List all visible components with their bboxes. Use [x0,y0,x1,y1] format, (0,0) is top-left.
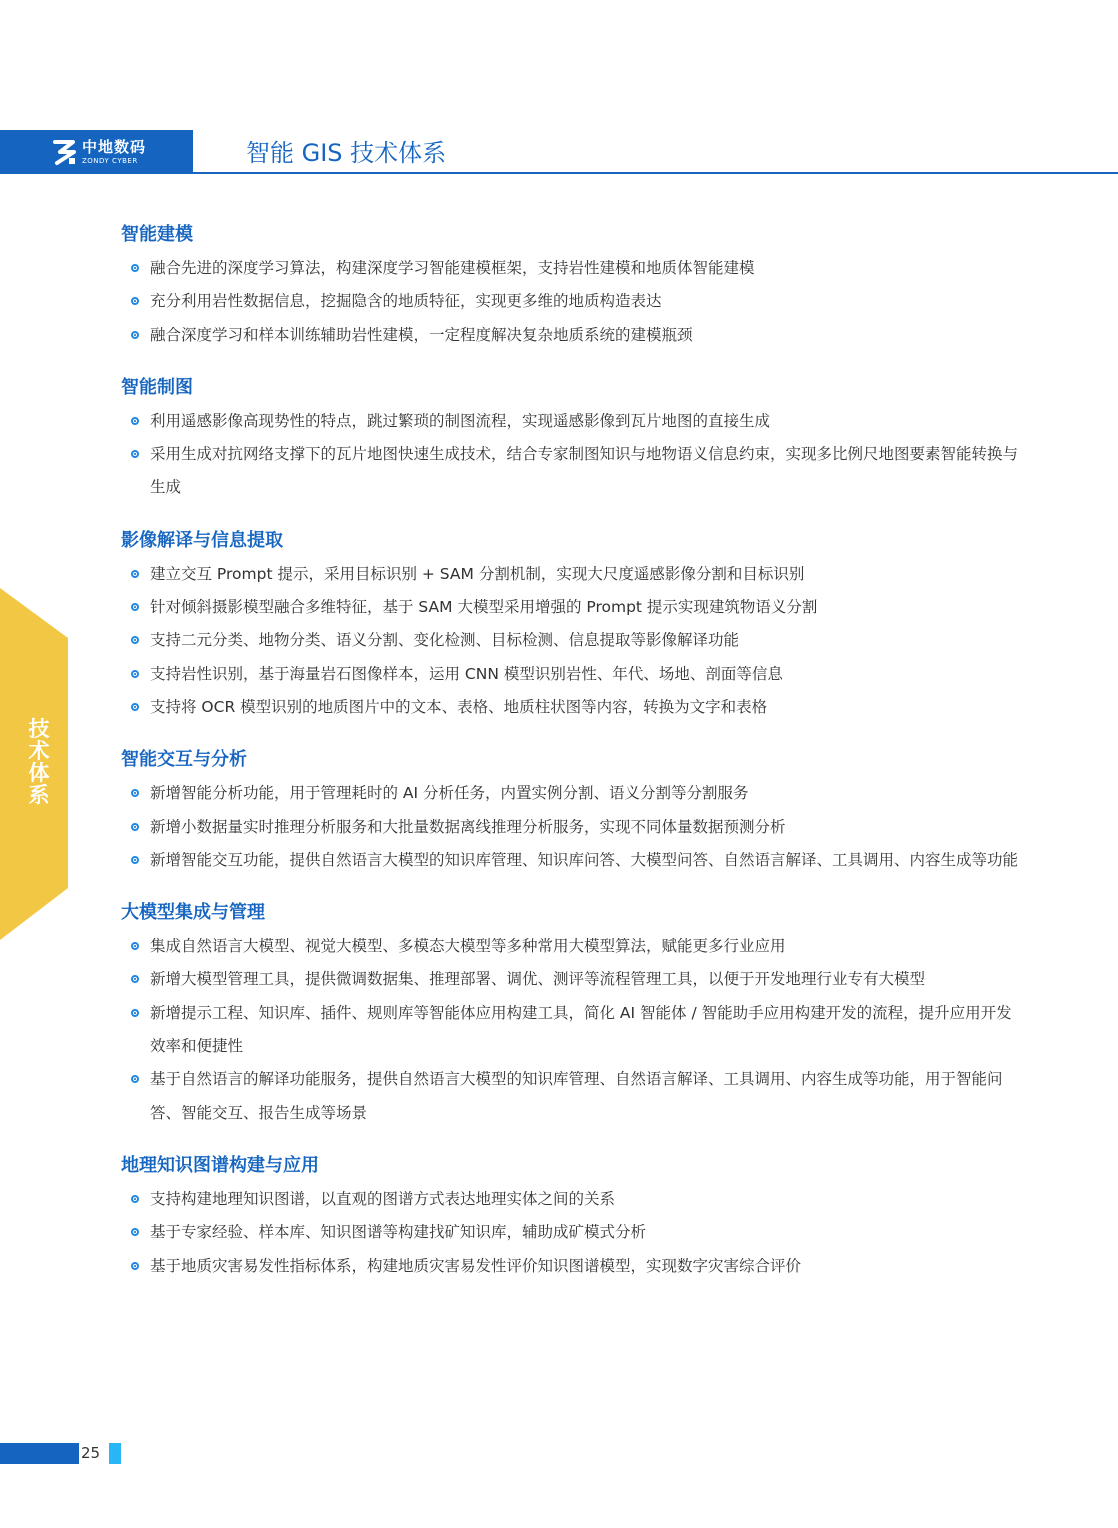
list-item [121,405,1021,438]
zondy-logo-icon [52,138,78,166]
bullet-icon [131,703,139,711]
section-image-interpretation [121,524,1021,724]
page-title: 智能 GIS 技术体系 [246,139,447,167]
main-content [121,218,1021,1302]
list-item-text: 充分利用岩性数据信息，挖掘隐含的地质特征，实现更多维的地质构造表达 [150,292,662,311]
bullet-icon [131,670,139,678]
section-intelligent-mapping [121,371,1021,505]
list-item-text: 针对倾斜摄影模型融合多维特征，基于 SAM 大模型采用增强的 Prompt 提示实现建筑物语义分割 [150,598,818,617]
list-item [121,438,1021,505]
list-item-text: 支持构建地理知识图谱，以直观的图谱方式表达地理实体之间的关系 [150,1189,616,1208]
logo-text [82,137,147,165]
side-tab-char: 技 [28,717,50,741]
bullet-icon [131,823,139,831]
bullet-icon [131,942,139,950]
bullet-icon [131,264,139,272]
list-item-text: 支持将 OCR 模型识别的地质图片中的文本、表格、地质柱状图等内容，转换为文字和表格 [150,697,768,716]
side-tab-char: 体 [28,761,50,785]
logo-banner [0,130,193,174]
list-item-text: 基于自然语言的解译功能服务，提供自然语言大模型的知识库管理、自然语言解译、工具调用、内容生成等功能，用于智能问答、智能交互、报告生成等场景 [150,1070,1003,1122]
section-title: 地理知识图谱构建与应用 [121,1154,319,1176]
list-item [121,319,1021,352]
list-item-text: 新增智能交互功能，提供自然语言大模型的知识库管理、知识库问答、大模型问答、自然语言解译、工具调用、内容生成等功能 [150,850,1019,869]
section-knowledge-graph [121,1149,1021,1283]
bullet-icon [131,450,139,458]
list-item-text: 集成自然语言大模型、视觉大模型、多模态大模型等多种常用大模型算法，赋能更多行业应用 [150,937,786,956]
bullet-list [121,252,1021,352]
bullet-icon [131,331,139,339]
bullet-list [121,1183,1021,1283]
section-large-model [121,896,1021,1130]
bullet-icon [131,1262,139,1270]
list-item-text: 融合先进的深度学习算法，构建深度学习智能建模框架，支持岩性建模和地质体智能建模 [150,259,755,277]
side-tab-label [24,718,54,806]
list-item [121,1183,1021,1216]
footer-bar [0,1443,79,1464]
page-number: 25 [81,1444,101,1462]
list-item-text: 新增小数据量实时推理分析服务和大批量数据离线推理分析服务，实现不同体量数据预测分析 [150,817,786,836]
bullet-icon [131,417,139,425]
header-divider [193,172,1118,174]
list-item [121,777,1021,810]
list-item [121,997,1021,1064]
bullet-icon [131,1228,139,1236]
list-item-text: 利用遥感影像高现势性的特点，跳过繁琐的制图流程，实现遥感影像到瓦片地图的直接生成 [150,411,771,430]
list-item [121,285,1021,318]
list-item [121,1216,1021,1249]
list-item-text: 建立交互 Prompt 提示，采用目标识别 + SAM 分割机制，实现大尺度遥感影像分割和目标识别 [150,564,805,583]
bullet-icon [131,570,139,578]
list-item [121,811,1021,844]
list-item [121,844,1021,877]
bullet-icon [131,297,139,305]
section-title: 影像解译与信息提取 [121,529,283,551]
side-tab-char: 术 [28,739,50,763]
list-item-text: 基于地质灾害易发性指标体系，构建地质灾害易发性评价知识图谱模型，实现数字灾害综合评价 [150,1256,802,1275]
list-item-text: 新增提示工程、知识库、插件、规则库等智能体应用构建工具，简化 AI 智能体 / 智能助手应用构建开发的流程，提升应用开发效率和便捷性 [150,1003,1012,1056]
section-title: 智能交互与分析 [121,749,247,771]
section-title: 大模型集成与管理 [121,902,265,924]
list-item [121,1063,1021,1130]
logo-name-cn: 中地数码 [82,137,147,156]
bullet-icon [131,603,139,611]
list-item [121,691,1021,724]
bullet-icon [131,789,139,797]
list-item-text: 支持二元分类、地物分类、语义分割、变化检测、目标检测、信息提取等影像解译功能 [150,631,740,650]
bullet-list [121,777,1021,877]
side-tab-char: 系 [28,783,50,807]
list-item-text: 基于专家经验、样本库、知识图谱等构建找矿知识库，辅助成矿模式分析 [150,1223,647,1242]
bullet-icon [131,975,139,983]
page-marker [109,1443,121,1464]
list-item-text: 融合深度学习和样本训练辅助岩性建模，一定程度解决复杂地质系统的建模瓶颈 [150,325,693,344]
bullet-icon [131,1195,139,1203]
bullet-icon [131,1075,139,1083]
list-item-text: 支持岩性识别，基于海量岩石图像样本，运用 CNN 模型识别岩性、年代、场地、剖面等信息 [150,664,783,683]
list-item-text: 采用生成对抗网络支撑下的瓦片地图快速生成技术，结合专家制图知识与地物语义信息约束，实现多比例尺地图要素智能转换与生成 [150,445,1019,497]
section-intelligent-modeling [121,218,1021,352]
section-intelligent-interaction [121,743,1021,877]
list-item [121,1250,1021,1283]
bullet-icon [131,856,139,864]
bullet-icon [131,1009,139,1017]
list-item [121,658,1021,691]
list-item [121,558,1021,591]
list-item-text: 新增智能分析功能，用于管理耗时的 AI 分析任务，内置实例分割、语义分割等分割服务 [150,784,749,803]
list-item [121,963,1021,996]
bullet-list [121,405,1021,505]
bullet-list [121,558,1021,724]
logo-name-en: ZONDY CYBER [82,156,138,165]
list-item [121,252,1021,285]
section-title: 智能建模 [121,224,193,245]
bullet-list [121,930,1021,1130]
list-item [121,624,1021,657]
section-title: 智能制图 [121,376,193,398]
list-item-text: 新增大模型管理工具，提供微调数据集、推理部署、调优、测评等流程管理工具，以便于开发地理行业专有大模型 [150,970,926,989]
list-item [121,591,1021,624]
list-item [121,930,1021,963]
bullet-icon [131,636,139,644]
